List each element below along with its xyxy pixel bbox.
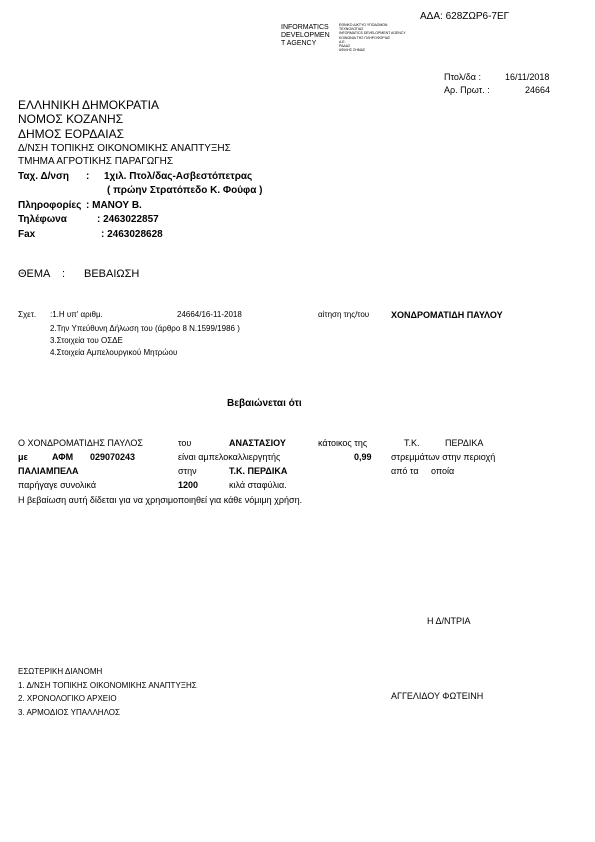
- word-kg-grapes: κιλά σταφύλια.: [229, 480, 287, 490]
- closing-statement: Η βεβαίωση αυτή δίδεται για να χρησιμοποιηθεί για κάθε νόμιμη χρήση.: [18, 495, 303, 505]
- location-community: Τ.Κ. ΠΕΡΔΙΚΑ: [229, 466, 288, 476]
- sender-republic: ΕΛΛΗΝΙΚΗ ΔΗΜΟΚΡΑΤΙΑ: [18, 98, 159, 112]
- citizen-name: Ο ΧΟΝΔΡΟΜΑΤΙΔΗΣ ΠΑΥΛΟΣ: [18, 438, 143, 448]
- logo-small-line: ΤΕΧΝΟΛΟΓΙΑΣ: [339, 27, 364, 32]
- fax-value: : 2463028628: [101, 229, 163, 240]
- phone-value: : 2463022857: [97, 214, 159, 225]
- word-vinegrower: είναι αμπελοκαλλιεργητής: [178, 452, 281, 462]
- word-in: στην: [178, 466, 197, 476]
- word-stremmata-area: στρεμμάτων στην περιοχή: [391, 452, 496, 462]
- sender-department: ΤΜΗΜΑ ΑΓΡΟΤΙΚΗΣ ΠΑΡΑΓΩΓΗΣ: [18, 156, 174, 167]
- signatory-title: Η Δ/ΝΤΡΙΑ: [427, 616, 471, 626]
- distribution-heading: ΕΣΩΤΕΡΙΚΗ ΔΙΑΝΟΜΗ: [18, 667, 103, 676]
- word-which: οποία: [431, 466, 455, 476]
- certification-heading: Βεβαιώνεται ότι: [227, 398, 302, 409]
- logo-small-text: [339, 23, 406, 52]
- word-of: του: [178, 438, 192, 448]
- production-kg: 1200: [178, 480, 199, 490]
- location-name: ΠΑΛΙΑΜΠΕΛΑ: [18, 466, 79, 476]
- area-value: 0,99: [354, 452, 372, 462]
- reference-4: 4.Στοιχεία Αμπελουργικού Μητρώου: [50, 348, 178, 357]
- date-label: Πτολ/δα :: [444, 72, 481, 82]
- tax-id-value: 029070243: [90, 452, 136, 462]
- reference-2: 2.Την Υπεύθυνη Δήλωση του (άρθρο 8 Ν.1599/1986 ): [50, 324, 240, 333]
- reference-3: 3.Στοιχεία του ΟΣΔΕ: [50, 336, 123, 345]
- ada-code: ΑΔΑ: 628ΖΩΡ6-7ΕΓ: [420, 11, 510, 22]
- logo-small-line: ΕΘΝΙΚΟ ΔΙΚΤΥΟ ΥΠΟΔΟΜΩΝ: [339, 23, 388, 27]
- reference-1-text: :1.Η υπ' αριθμ.: [50, 310, 103, 319]
- sender-prefecture: ΝΟΜΟΣ ΚΟΖΑΝΗΣ: [18, 112, 124, 126]
- word-with: με: [18, 452, 28, 462]
- logo-small-line: Α.Ε.: [339, 39, 346, 44]
- reference-1-applicant: ΧΟΝΔΡΟΜΑΤΙΔΗ ΠΑΥΛΟΥ: [391, 310, 503, 320]
- word-from: από τα: [391, 466, 419, 476]
- subject-label: ΘΕΜΑ: [18, 268, 51, 280]
- logo-small-line: INFORMATICS DEVELOPMENT AGENCY: [339, 31, 406, 36]
- subject-value: ΒΕΒΑΙΩΣΗ: [84, 268, 140, 280]
- address-separator: :: [86, 171, 90, 182]
- word-resident: κάτοικος της: [318, 438, 368, 448]
- address-value: 1χιλ. Πτολ/δας-Ασβεστόπετρας: [104, 171, 253, 182]
- distribution-item: 1. Δ/ΝΣΗ ΤΟΠΙΚΗΣ ΟΙΚΟΝΟΜΙΚΗΣ ΑΝΑΠΤΥΞΗΣ: [18, 681, 197, 690]
- reference-1-request: αίτηση της/του: [318, 310, 370, 319]
- logo-line: T AGENCY: [281, 40, 317, 47]
- fax-label: Fax: [18, 229, 36, 240]
- address-value-former: ( πρώην Στρατόπεδο Κ. Φούφα ): [107, 185, 263, 196]
- distribution-item: 3. ΑΡΜΟΔΙΟΣ ΥΠΑΛΛΗΛΟΣ: [18, 708, 120, 717]
- community-abbr: Τ.Κ.: [404, 438, 420, 448]
- info-label: Πληροφορίες: [18, 200, 82, 211]
- logo-small-line: ΚΟΙΝΩΝΙΑ ΤΗΣ ΠΛΗΡΟΦΟΡΙΑΣ: [339, 35, 391, 40]
- subject-separator: :: [62, 268, 66, 280]
- sender-municipality: ΔΗΜΟΣ ΕΟΡΔΑΙΑΣ: [18, 127, 124, 141]
- logo-small-line: ΡΑΔΑΣ: [339, 44, 351, 49]
- phone-label: Τηλέφωνα: [18, 214, 67, 225]
- tax-id-label: ΑΦΜ: [52, 452, 74, 462]
- community-name: ΠΕΡΔΙΚΑ: [445, 438, 484, 448]
- logo-line: DEVELOPMEN: [281, 32, 330, 39]
- address-label: Ταχ. Δ/νση: [18, 171, 69, 182]
- references-label: Σχετ.: [18, 310, 37, 319]
- date-value: 16/11/2018: [505, 72, 550, 82]
- word-produced: παρήγαγε συνολικά: [18, 480, 97, 490]
- logo-line: INFORMATICS: [281, 24, 329, 31]
- signatory-name: ΑΓΓΕΛΙΔΟΥ ΦΩΤΕΙΝΗ: [391, 691, 484, 701]
- protocol-label: Αρ. Πρωτ. :: [444, 85, 490, 95]
- logo-small-line: ΑΦΙΛΗΣ ΣΗΜΑΣ: [339, 48, 366, 53]
- distribution-item: 2. ΧΡΟΝΟΛΟΓΙΚΟ ΑΡΧΕΙΟ: [18, 694, 117, 703]
- info-value: : ΜΑΝΟΥ Β.: [86, 200, 142, 211]
- father-name: ΑΝΑΣΤΑΣΙΟΥ: [229, 438, 286, 448]
- sender-directorate: Δ/ΝΣΗ ΤΟΠΙΚΗΣ ΟΙΚΟΝΟΜΙΚΗΣ ΑΝΑΠΤΥΞΗΣ: [18, 143, 231, 154]
- reference-1-number: 24664/16-11-2018: [177, 310, 242, 319]
- protocol-value: 24664: [525, 85, 551, 95]
